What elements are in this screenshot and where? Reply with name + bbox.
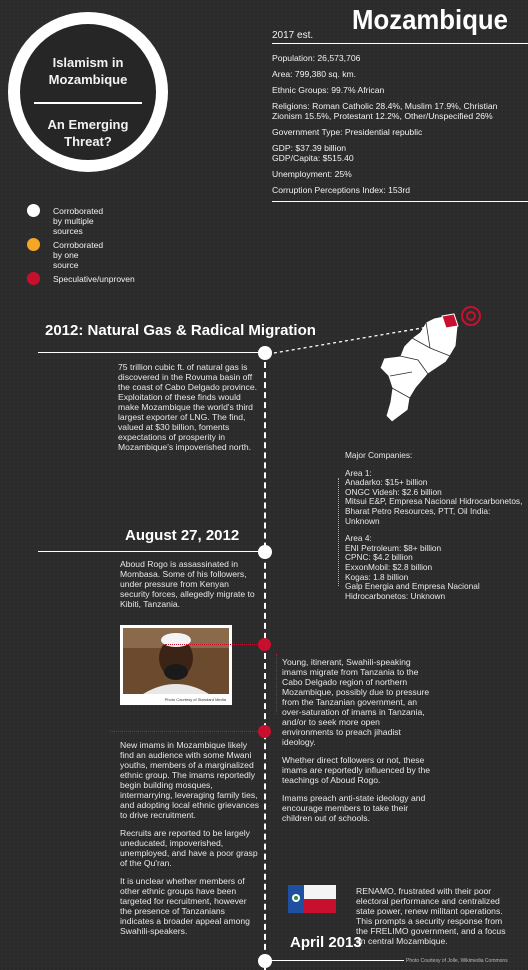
rogo-portrait-image — [123, 628, 229, 694]
recruitment-paragraph-1: New imams in Mozambique likely find an audience with some Mwani youths, members of a marginalized ethnic group. The imams reportedly begin building mosques, intermarrying, leveraging family ties, and adopting local ethnic grievances to drive recruitment. — [120, 740, 260, 820]
badge-title: Islamism in Mozambique — [48, 55, 128, 87]
legend-label-speculative: Speculative/unproven — [53, 274, 135, 284]
section-aug2012-heading: August 27, 2012 — [125, 527, 240, 544]
rogo-text: Aboud Rogo is assassinated in Mombasa. Some of his followers, under pressure from Kenyan security forces, allegedly migrate to Kibiti, Tanzania. — [120, 559, 255, 609]
country-facts — [272, 47, 524, 195]
section-aug2012-underline — [38, 551, 264, 552]
fact-population: Population: 26,573,706 — [272, 53, 361, 63]
timeline-dot-apr2013 — [258, 954, 272, 968]
migration-bracket — [276, 654, 277, 714]
badge-divider — [34, 102, 142, 104]
legend-label-multiple: Corroborated by multiple sources — [53, 206, 104, 236]
migration-text — [282, 657, 432, 831]
rogo-photo — [120, 625, 232, 705]
map-target-ring-outer — [462, 307, 480, 325]
fact-area: Area: 799,380 sq. km. — [272, 69, 357, 79]
timeline-dot-2012 — [258, 346, 272, 360]
migration-connector — [165, 644, 265, 645]
recruitment-connector — [110, 731, 265, 732]
section-apr2013-heading: April 2013 — [290, 934, 362, 951]
migration-paragraph-1: Young, itinerant, Swahili-speaking imams migrate from Tanzania to the Cabo Delgado region of northern Mozambique, possibly due to pressure from the Tanzanian government, an over-saturation of imams in Tanzania, and/or to seek more open environments to preach jihadist ideology. — [282, 657, 430, 747]
facts-top-divider — [272, 43, 528, 44]
legend-dot-speculative — [27, 272, 40, 285]
companies-bracket — [338, 478, 339, 586]
legend-dot-multiple — [27, 204, 40, 217]
recruitment-text — [120, 740, 260, 944]
section-2012-underline — [38, 352, 264, 353]
major-companies — [345, 451, 527, 601]
area1-title: Area 1: — [345, 467, 372, 478]
timeline-dot-aug2012 — [258, 545, 272, 559]
natural-gas-text: 75 trillion cubic ft. of natural gas is discovered in the Rovuma basin off the coast of Cabo Delgado province. Exploitation of these finds would make Mozambique the world's third largest exporter of LNG. The find, valued at $30 billion, foments expectations of prosperity in Mozambique's impoverished north. — [118, 362, 258, 452]
migration-paragraph-3: Imams preach anti-state ideology and encourage members to take their children out of schools. — [282, 793, 426, 823]
title-badge — [8, 12, 168, 172]
legend-label-one: Corroborated by one source — [53, 240, 104, 270]
badge-subtitle: An Emerging Threat? — [47, 117, 129, 149]
area4-companies: ENI Petroleum: $8+ billion CPNC: $4.2 billion ExxonMobil: $2.8 billion Kogas: 1.8 billion Galp Energia and Empresa Nacional Hidrocarbonetos: Unknown — [345, 542, 480, 601]
section-apr2013-underline — [264, 960, 404, 961]
fact-government: Government Type: Presidential republic — [272, 127, 423, 137]
map-target-ring-inner — [467, 312, 475, 320]
fact-gdp: GDP: $37.39 billion GDP/Capita: $515.40 — [272, 143, 354, 163]
migration-paragraph-2: Whether direct followers or not, these imams are reportedly influenced by the teachings of Aboud Rogo. — [282, 755, 431, 785]
renamo-flag — [288, 885, 336, 913]
legend-dot-one — [27, 238, 40, 251]
fact-religions: Religions: Roman Catholic 28.4%, Muslim 17.9%, Christian Zionism 15.5%, Protestant 12.2%, Other/Unspecified 26% — [272, 101, 498, 121]
country-title: Mozambique — [352, 4, 508, 35]
timeline-spine — [264, 352, 266, 970]
area1-companies: Anadarko: $15+ billion ONGC Videsh: $2.6 billion Mitsui E&P, Empresa Nacional Hidrocarbonetos, Bharat Petro Resources, PTT, Oil India: Unknown — [345, 477, 523, 526]
renamo-text: RENAMO, frustrated with their poor electoral performance and centralized state power, renew militant operations. This prompts a security response from the FRELIMO government, and a focus on central Mozambique. — [356, 886, 506, 946]
recruitment-paragraph-3: It is unclear whether members of other ethnic groups have been targeted for recruitment, however the presence of Tanzanians indicates a broader appeal among Swahili-speakers. — [120, 876, 250, 936]
fact-ethnic-groups: Ethnic Groups: 99.7% African — [272, 85, 385, 95]
rogo-photo-credit: Photo Courtesy of Standard Media — [164, 697, 226, 702]
companies-title: Major Companies: — [345, 450, 413, 460]
recruitment-paragraph-2: Recruits are reported to be largely uneducated, impoverished, unemployed, and have a poor grasp of the Qu'ran. — [120, 828, 258, 868]
estimate-year: 2017 est. — [272, 30, 314, 41]
renamo-photo-credit: Photo Courtesy of Jolle, Wikimedia Commons — [406, 958, 508, 964]
fact-corruption: Corruption Perceptions Index: 153rd — [272, 185, 411, 195]
facts-bottom-divider — [272, 201, 528, 202]
section-2012-heading: 2012: Natural Gas & Radical Migration — [45, 322, 316, 339]
fact-unemployment: Unemployment: 25% — [272, 169, 352, 179]
area4-title: Area 4: — [345, 533, 372, 544]
